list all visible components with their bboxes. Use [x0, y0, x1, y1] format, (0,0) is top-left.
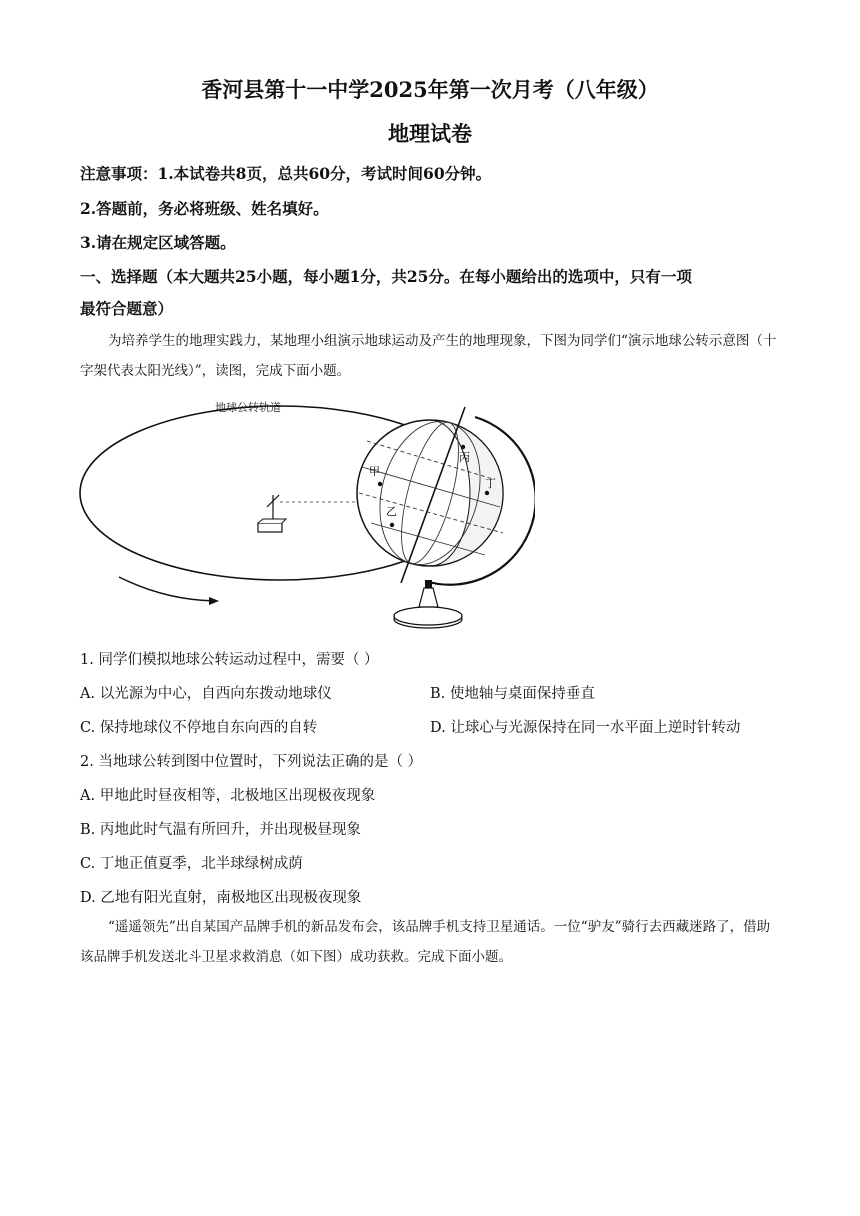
point-label-jia: 甲: [369, 465, 380, 478]
question-2-option-d: D. 乙地有阳光直射，南极地区出现极夜现象: [80, 890, 362, 906]
intro-paragraph-2: “遥遥领先”出自某国产品牌手机的新品发布会，该品牌手机支持卫星通话。一位“驴友”骑行去西藏迷路了，借助该品牌手机发送北斗卫星求救消息（如下图）成功获救。完成下面小题。: [80, 919, 771, 965]
question-2-option-a: A. 甲地此时昼夜相等，北极地区出现极夜现象: [80, 788, 376, 804]
question-2-stem: 2. 当地球公转到图中位置时，下列说法正确的是（ ）: [80, 754, 423, 770]
question-1-option-b: B. 使地轴与桌面保持垂直: [430, 686, 595, 702]
question-1-option-c: C. 保持地球仪不停地自东向西的自转: [80, 720, 318, 736]
orbit-label: 地球公转轨道: [215, 401, 281, 414]
page-title: 香河县第十一中学2025年第一次月考（八年级）: [201, 77, 659, 102]
direction-arrow-icon: [119, 577, 215, 601]
intro-paragraph-1: 为培养学生的地理实践力，某地理小组演示地球运动及产生的地理现象，下图为同学们“演示地球公转示意图（十字架代表太阳光线）”，读图，完成下面小题。: [80, 333, 777, 379]
question-1-stem: 1. 同学们模拟地球公转运动过程中，需要（ ）: [80, 652, 379, 668]
question-1-option-a: A. 以光源为中心，自西向东拨动地球仪: [80, 686, 332, 702]
section-heading-line-1: 一、选择题（本大题共25小题，每小题1分，共25分。在每小题给出的选项中，只有一项: [80, 267, 692, 286]
question-2-option-c: C. 丁地正值夏季，北半球绿树成荫: [80, 856, 303, 872]
earth-revolution-figure: [75, 395, 535, 639]
notes-line-1: 注意事项：1.本试卷共8页，总共60分，考试时间60分钟。: [80, 164, 492, 183]
question-1-option-d: D. 让球心与光源保持在同一水平面上逆时针转动: [430, 720, 741, 736]
globe-icon: [357, 407, 535, 585]
page-subtitle: 地理试卷: [388, 121, 472, 146]
notes-line-2: 2.答题前，务必将班级、姓名填好。: [80, 199, 329, 218]
point-label-ding: 丁: [485, 477, 496, 490]
notes-line-3: 3.请在规定区域答题。: [80, 233, 236, 252]
point-label-bing: 丙: [459, 451, 470, 464]
point-label-yi: 乙: [386, 505, 397, 518]
question-2-option-b: B. 丙地此时气温有所回升，并出现极昼现象: [80, 822, 361, 838]
section-heading-line-2: 最符合题意）: [80, 299, 174, 318]
globe-stand-icon: [394, 580, 462, 628]
